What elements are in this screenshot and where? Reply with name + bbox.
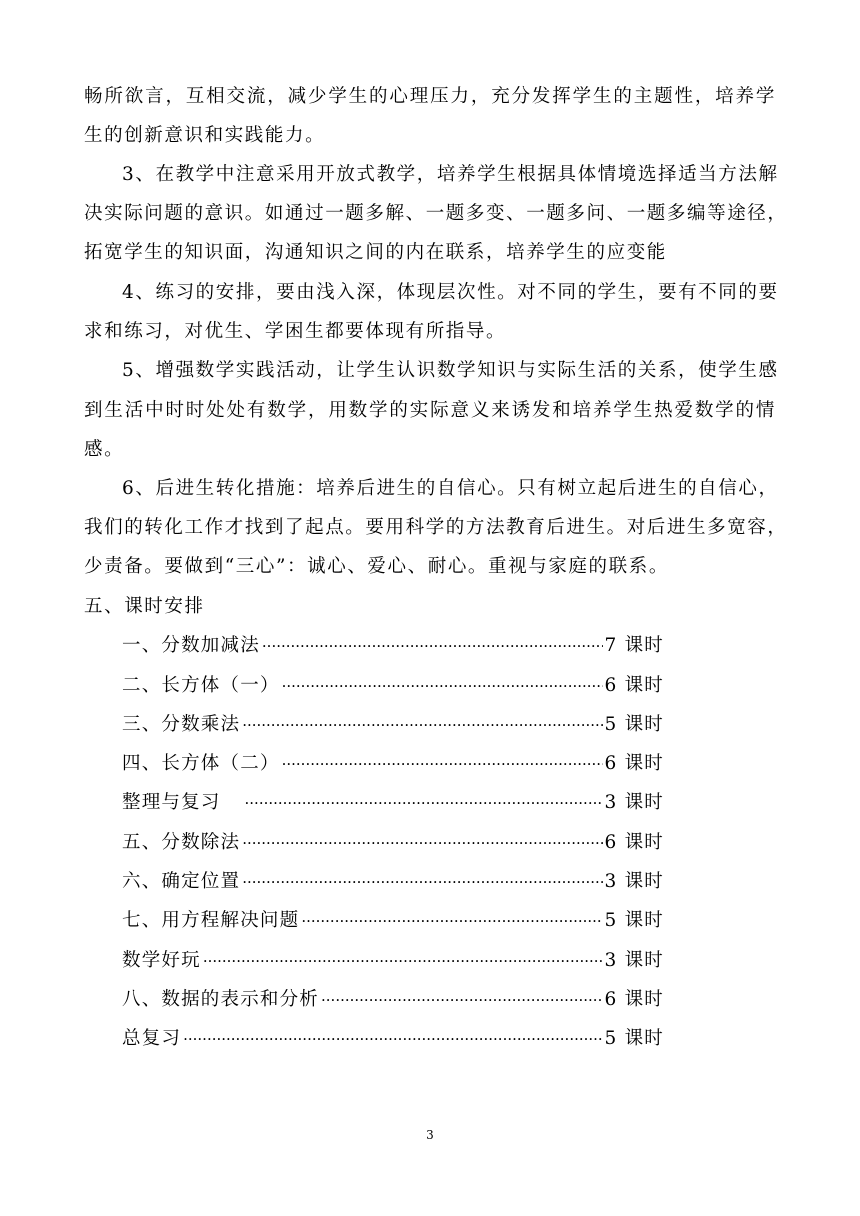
body-line: 生的创新意识和实践能力。	[84, 125, 326, 146]
body-line: 4、练习的安排，要由浅入深，体现层次性。对不同的学生，要有不同的要	[122, 282, 779, 303]
schedule-item	[122, 830, 664, 858]
body-line: 6、后进生转化措施：培养后进生的自信心。只有树立起后进生的自信心，	[122, 478, 779, 499]
body-line: 3、在教学中注意采用开放式教学，培养学生根据具体情境选择适当方法解	[122, 164, 779, 185]
schedule-item	[122, 712, 664, 740]
schedule-item-hours: 6 课时	[604, 753, 664, 774]
dot-leader	[183, 1026, 602, 1052]
schedule-item-hours: 5 课时	[604, 714, 664, 735]
body-line: 拓宽学生的知识面，沟通知识之间的内在联系，培养学生的应变能	[84, 242, 667, 263]
schedule-item	[122, 633, 664, 661]
body-line: 我们的转化工作才找到了起点。要用科学的方法教育后进生。对后进生多宽容，	[84, 517, 788, 538]
schedule-item-hours: 5 课时	[604, 1028, 664, 1049]
schedule-item-hours: 6 课时	[604, 832, 664, 853]
schedule-item-hours: 3 课时	[604, 871, 664, 892]
schedule-item-title: 总复习	[122, 1028, 182, 1049]
dot-leader	[262, 633, 603, 659]
body-line: 决实际问题的意识。如通过一题多解、一题多变、一题多问、一题多编等途径，	[84, 203, 788, 224]
dot-leader	[242, 712, 602, 738]
body-line: 畅所欲言，互相交流，减少学生的心理压力，充分发挥学生的主题性，培养学	[84, 86, 776, 107]
body-line: 到生活中时时处处有数学，用数学的实际意义来诱发和培养学生热爱数学的情	[84, 400, 776, 421]
dot-leader	[282, 751, 603, 777]
schedule-item	[122, 673, 664, 701]
schedule-item-title: 八、数据的表示和分析	[122, 989, 320, 1010]
schedule-item-title: 数学好玩	[122, 950, 201, 971]
body-line: 5、增强数学实践活动，让学生认识数学知识与实际生活的关系，使学生感	[122, 360, 779, 381]
dot-leader	[203, 948, 603, 974]
schedule-item-title: 六、确定位置	[122, 871, 241, 892]
page-number: 3	[426, 1128, 434, 1142]
dot-leader	[242, 830, 602, 856]
schedule-item	[122, 869, 664, 897]
schedule-item-title: 三、分数乘法	[122, 714, 241, 735]
schedule-item-title: 二、长方体（一）	[122, 675, 280, 696]
dot-leader	[245, 790, 603, 816]
schedule-item-hours: 3 课时	[604, 792, 664, 813]
section-heading: 五、课时安排	[84, 596, 205, 617]
body-line: 感。	[84, 439, 125, 460]
schedule-item-hours: 6 课时	[604, 675, 664, 696]
schedule-item-hours: 3 课时	[604, 950, 664, 971]
schedule-item-title: 整理与复习	[122, 792, 221, 813]
dot-leader	[301, 908, 602, 934]
body-line: 求和练习，对优生、学困生都要体现有所指导。	[84, 321, 507, 342]
schedule-item-hours: 6 课时	[604, 989, 664, 1010]
schedule-item	[122, 790, 664, 818]
dot-leader	[321, 987, 603, 1013]
schedule-item-title: 七、用方程解决问题	[122, 910, 300, 931]
schedule-item-title: 五、分数除法	[122, 832, 241, 853]
schedule-item	[122, 987, 664, 1015]
schedule-item	[122, 908, 664, 936]
schedule-item	[122, 751, 664, 779]
body-line: 少责备。要做到“三心”：诚心、爱心、耐心。重视与家庭的联系。	[84, 556, 669, 577]
schedule-item	[122, 948, 664, 976]
dot-leader	[282, 673, 603, 699]
schedule-item-hours: 5 课时	[604, 910, 664, 931]
schedule-item-title: 四、长方体（二）	[122, 753, 280, 774]
dot-leader	[242, 869, 602, 895]
schedule-item-hours: 7 课时	[604, 635, 664, 656]
schedule-item	[122, 1026, 664, 1054]
schedule-item-title: 一、分数加减法	[122, 635, 260, 656]
